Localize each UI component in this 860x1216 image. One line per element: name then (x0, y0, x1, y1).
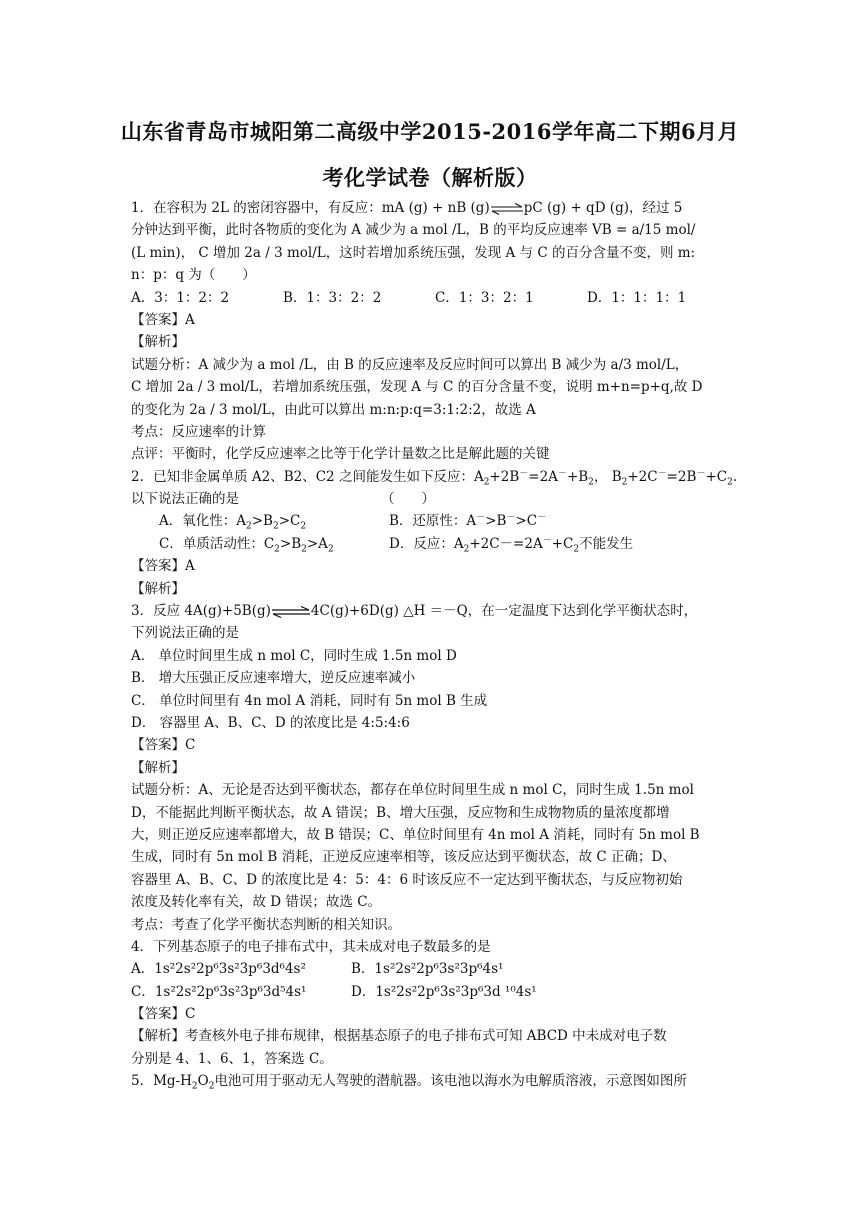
q1-line1 (131, 197, 741, 219)
q3-analysis-line2: D，不能据此判断平衡状态，故 A 错误；B、增大压强，反应物和生成物物质的量浓度都增 (131, 804, 670, 821)
q2-opt-text: 不能发生 (579, 535, 634, 552)
q3-analysis-line5: 容器里 A、B、C、D 的浓度比是 4：5：4：6 时该反应不一定达到平衡状态，与反应物初始 (131, 871, 683, 888)
q2-answer: 【答案】A (131, 558, 195, 575)
q2-sub: 2 (621, 477, 628, 488)
q4-options-row1 (131, 958, 741, 980)
q1-option-c: C．1：3：2：1 (435, 289, 534, 306)
q2-opt-text: >C (278, 513, 301, 530)
q1-line4: n：p：q 为（ ） (131, 267, 256, 284)
q2-text: ， B (593, 468, 622, 485)
q4-options-row2 (131, 981, 741, 1003)
q5-text: 5．Mg-H (131, 1073, 192, 1090)
q2-sub: 2 (246, 522, 252, 533)
q3-analysis-line4: 生成，同时有 5n mol B 消耗，正逆反应速率相等，该反应达到平衡状态，故 C 正确；D、 (131, 849, 676, 866)
q2-sub: 2 (301, 544, 307, 555)
q2-sub: 2 (573, 544, 580, 555)
q2-sup: － (519, 468, 529, 479)
q3-answer: 【答案】C (131, 737, 196, 754)
q2-text: +2B (489, 468, 520, 485)
q4-option-b: B．1s²2s²2p⁶3s²3p⁶4s¹ (351, 961, 504, 978)
q2-paren: （ ） (381, 491, 435, 508)
q2-text: =2A (528, 468, 558, 485)
q2-text: =2B (666, 468, 697, 485)
q2-sup: － (557, 468, 567, 479)
q1-stem-part1: 1．在容积为 2L 的密闭容器中，有反应：mA (g) + nB (g) (131, 200, 490, 216)
q1-line3: (L min)， C 增加 2a / 3 mol/L，这时若增加系统压强，发现 A 与 C 的百分含量不变，则 m: (131, 244, 696, 261)
q3-line2: 下列说法正确的是 (131, 625, 239, 642)
q1-answer: 【答案】A (131, 311, 195, 328)
q2-sup: － (537, 512, 547, 523)
q2-prompt: 以下说法正确的是 (131, 491, 239, 508)
q2-opt-text: +C (551, 535, 574, 552)
q2-sup: － (476, 512, 486, 523)
q2-option-c (159, 533, 389, 555)
q2-sub: 2 (483, 477, 490, 488)
q2-text: 2．已知非金属单质 A2、B2、C2 之间能发生如下反应：A (131, 468, 484, 485)
q5-sub: 2 (191, 1081, 198, 1092)
q1-options (131, 287, 741, 309)
q2-sup: － (696, 468, 706, 479)
q1-analysis-line1: 试题分析：A 减少为 a mol /L，由 B 的反应速率及反应时间可以算出 B 减少为 a/3 mol/L， (131, 356, 689, 373)
q3-option-a: A． 单位时间里生成 n mol C，同时生成 1.5n mol D (131, 647, 457, 664)
q1-analysis-label: 【解析】 (131, 334, 185, 351)
q2-opt-text: >A (306, 535, 328, 552)
q2-sub: 2 (727, 477, 733, 488)
q3-analysis-label: 【解析】 (131, 759, 185, 776)
q2-option-d (389, 535, 634, 555)
q2-sup: － (542, 535, 552, 546)
q3-analysis-line6: 浓度及转化率有关，故 D 错误；故选 C。 (131, 894, 382, 911)
q2-sub: 2 (300, 522, 307, 533)
q2-opt-text: >C (515, 513, 538, 530)
q1-line2: 分钟达到平衡，此时各物质的变化为 A 减少为 a mol /L，B 的平均反应速率 VB = a/15 mol/ (131, 222, 696, 239)
q2-opt-text: >B (251, 513, 273, 530)
document-title-line1: 山东省青岛市城阳第二高级中学2015-2016学年高二下期6月月 (120, 119, 740, 144)
q3-stem-part2: 4C(g)+6D(g) △H ＝－Q，在一定温度下达到化学平衡状态时， (310, 603, 698, 620)
q5-line1 (131, 1070, 741, 1092)
q4-option-c: C．1s²2s²2p⁶3s²3p⁶3d⁵4s¹ (131, 983, 307, 1000)
q4-analysis-line2: 分别是 4、1、6、1，答案选 C。 (131, 1050, 333, 1067)
q3-analysis-line1: 试题分析：A、无论是否达到平衡状态，都存在单位时间里生成 n mol C，同时生成 1.5n mol (131, 782, 694, 799)
q3-stem-part1: 3．反应 4A(g)+5B(g) (131, 603, 271, 620)
q2-opt-text: +2C－=2A (469, 535, 543, 552)
q1-analysis-line2: C 增加 2a / 3 mol/L，若增加系统压强，发现 A 与 C 的百分含量不变，说明 m+n=p+q,故 D (131, 379, 703, 396)
q2-text: +C (705, 468, 728, 485)
q4-line1: 4．下列基态原子的电子排布式中，其未成对电子数最多的是 (131, 938, 491, 955)
q4-analysis-line1: 【解析】考查核外电子排布规律，根据基态原子的电子排布式可知 ABCD 中未成对电子数 (131, 1028, 667, 1045)
q2-opt-text: >B (485, 513, 507, 530)
q2-sub: 2 (327, 544, 334, 555)
q1-analysis-line3: 的变化为 2a / 3 mol/L，由此可以算出 m:n:p:q=3:1:2:2，故选 A (131, 401, 536, 418)
q3-option-d: D． 容器里 A、B、C、D 的浓度比是 4:5:4:6 (131, 714, 410, 731)
q1-kaodian: 考点：反应速率的计算 (131, 423, 266, 440)
q3-option-c: C． 单位时间里有 4n mol A 消耗，同时有 5n mol B 生成 (131, 692, 488, 709)
equilibrium-arrow-icon (490, 203, 524, 215)
q2-line1 (131, 466, 741, 488)
q1-stem-part2: pC (g) + qD (g)，经过 5 (523, 200, 683, 216)
q2-opt-text: C．单质活动性：C (159, 535, 275, 552)
q1-option-d: D．1：1：1：1 (587, 289, 687, 306)
equilibrium-arrow-icon (271, 606, 311, 618)
q3-kaodian: 考点：考查了化学平衡状态判断的相关知识。 (131, 916, 401, 933)
q3-line1 (131, 600, 741, 622)
q3-analysis-line3: 大，则正逆反应速率都增大，故 B 错误；C、单位时间里有 4n mol A 消耗，同时有 5n mol B (131, 826, 700, 843)
q2-options-row1 (131, 510, 741, 532)
q2-text: +2C (627, 468, 658, 485)
q2-text: +B (566, 468, 589, 485)
q4-option-a: A．1s²2s²2p⁶3s²3p⁶3d⁶4s² (131, 961, 306, 978)
q4-option-d: D．1s²2s²2p⁶3s²3p⁶3d ¹⁰4s¹ (351, 983, 537, 1000)
q2-sup: － (506, 512, 516, 523)
q2-opt-text: D．反应：A (389, 535, 464, 552)
q5-text: 电池可用于驱动无人驾驶的潜航器。该电池以海水为电解质溶液，示意图如图所 (214, 1073, 687, 1090)
q2-sub: 2 (588, 477, 594, 488)
q2-sub: 2 (463, 544, 470, 555)
q2-analysis-label: 【解析】 (131, 580, 185, 597)
q2-opt-text: B．还原性：A (389, 513, 477, 530)
q2-sub: 2 (274, 544, 280, 555)
q5-sub: 2 (208, 1081, 215, 1092)
document-body (131, 197, 741, 1093)
q2-sub: 2 (272, 522, 279, 533)
q3-option-b: B． 增大压强正反应速率增大，逆反应速率减小 (131, 670, 416, 687)
q5-text: O (197, 1073, 209, 1090)
q2-options-row2 (131, 533, 741, 555)
q2-option-b (389, 513, 546, 529)
q1-option-a: A．3：1：2：2 (131, 289, 230, 306)
q1-dianping: 点评：平衡时，化学反应速率之比等于化学计量数之比是解此题的关键 (131, 446, 550, 463)
q2-text: . (732, 468, 738, 485)
document-title-line2: 考化学试卷（解析版） (322, 165, 538, 190)
q2-option-a (159, 510, 389, 532)
q2-line2 (131, 488, 741, 510)
q2-sup: － (657, 468, 667, 479)
q4-answer: 【答案】C (131, 1006, 196, 1023)
q2-opt-text: A．氧化性：A (159, 513, 246, 530)
q2-opt-text: >B (279, 535, 302, 552)
q1-option-b: B．1：3：2：2 (283, 289, 382, 306)
